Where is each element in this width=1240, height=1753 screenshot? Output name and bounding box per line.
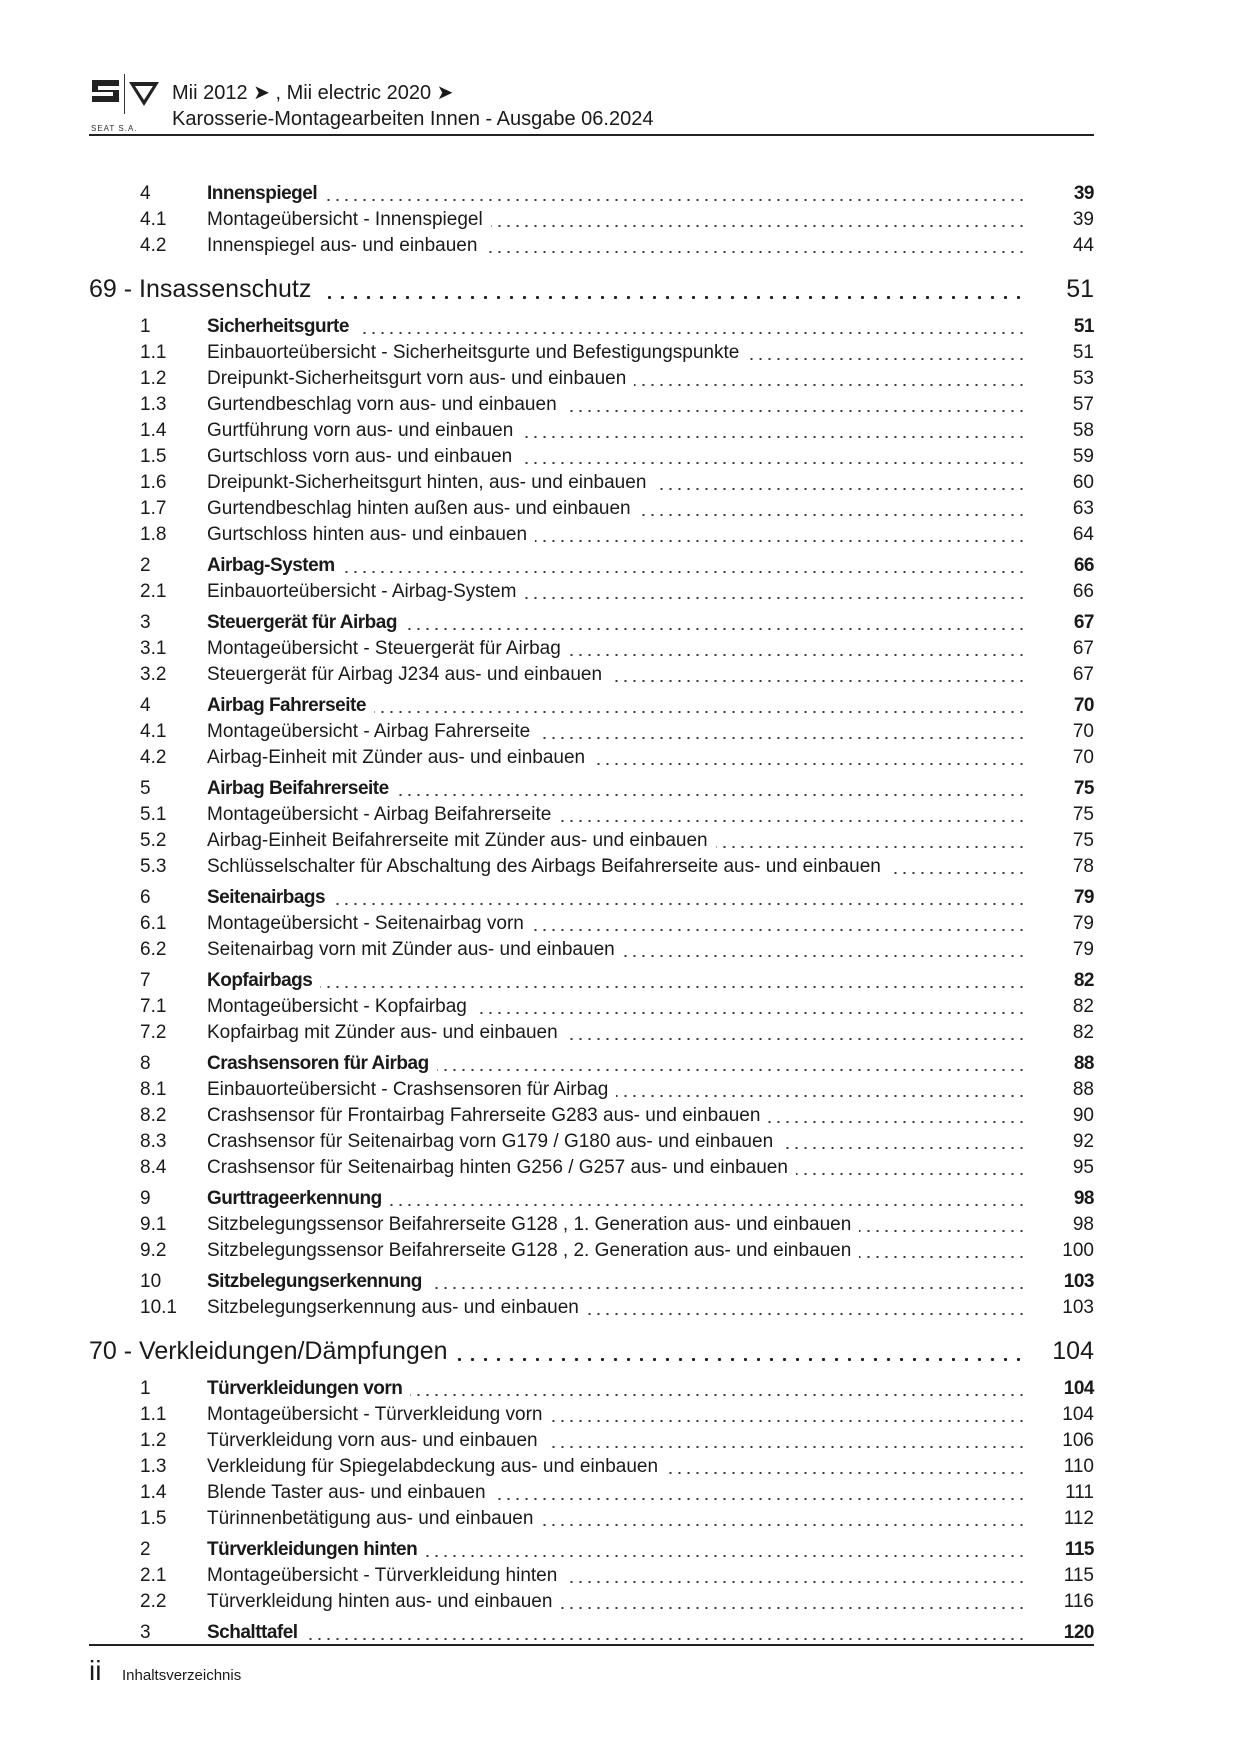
toc-entry-title: Gurtführung vorn aus- und einbauen (207, 420, 521, 441)
toc-entry-page: 103 (1062, 1297, 1094, 1318)
toc-entry-number: 4.1 (140, 209, 167, 230)
toc-entry-sub[interactable] (89, 1428, 1094, 1454)
toc-entry-number: 7.1 (140, 996, 167, 1017)
toc-entry-title: Einbauorteübersicht - Sicherheitsgurte und Befestigungspunkte (207, 342, 747, 363)
toc-entry-number: 1 (140, 1378, 151, 1399)
toc-entry-number: 1.5 (140, 446, 167, 467)
toc-entry-page: 75 (1072, 830, 1094, 851)
toc-entry-title: Montageübersicht - Türverkleidung vorn (207, 1404, 551, 1425)
toc-entry-number: 4.2 (140, 747, 167, 768)
toc-entry-title: Montageübersicht - Innenspiegel (207, 209, 491, 230)
toc-entry-sec[interactable] (89, 553, 1094, 579)
toc-entry-title: Dreipunkt-Sicherheitsgurt vorn aus- und einbauen (207, 368, 634, 389)
toc-entry-number: 8.1 (140, 1079, 167, 1100)
toc-entry-page: 88 (1072, 1079, 1094, 1100)
toc-entry-number: 9.1 (140, 1214, 167, 1235)
toc-entry-page: 78 (1072, 856, 1094, 877)
toc-entry-number: 4 (140, 183, 151, 204)
toc-entry-sub[interactable] (89, 1020, 1094, 1046)
toc-entry-sub[interactable] (89, 1238, 1094, 1264)
toc-entry-sub[interactable] (89, 522, 1094, 548)
toc-entry-sub[interactable] (89, 1077, 1094, 1103)
toc-entry-page: 66 (1072, 581, 1094, 602)
toc-entry-sub[interactable] (89, 719, 1094, 745)
toc-entry-title: Türverkleidung hinten aus- und einbauen (207, 1591, 560, 1612)
toc-entry-number: 4.1 (140, 721, 167, 742)
toc-entry-sub[interactable] (89, 1155, 1094, 1181)
toc-entry-title: Türinnenbetätigung aus- und einbauen (207, 1508, 541, 1529)
toc-entry-page: 103 (1063, 1271, 1094, 1292)
toc-entry-title: Montageübersicht - Airbag Beifahrerseite (207, 804, 559, 825)
logo-text: SEAT S.A. (91, 124, 138, 133)
toc-entry-chap[interactable] (89, 1331, 1094, 1371)
toc-entry-page: 115 (1063, 1565, 1094, 1586)
toc-entry-number: 6 (140, 887, 151, 908)
toc-entry-sub[interactable] (89, 1563, 1094, 1589)
toc-entry-title: Crashsensor für Frontairbag Fahrerseite G283 aus- und einbauen (207, 1105, 768, 1126)
toc-entry-number: 2.2 (140, 1591, 167, 1612)
toc-entry-sub[interactable] (89, 392, 1094, 418)
toc-entry-number: 1.2 (140, 1430, 167, 1451)
toc-entry-sub[interactable] (89, 1402, 1094, 1428)
toc-entry-title: Montageübersicht - Kopfairbag (207, 996, 475, 1017)
toc-entry-page: 111 (1065, 1482, 1094, 1503)
toc-entry-number: 1.6 (140, 472, 167, 493)
toc-entry-sec[interactable] (89, 885, 1094, 911)
toc-entry-page: 79 (1073, 887, 1094, 908)
toc-entry-sub[interactable] (89, 854, 1094, 880)
toc-entry-sub[interactable] (89, 418, 1094, 444)
toc-entry-title: Montageübersicht - Steuergerät für Airbag (207, 638, 569, 659)
toc-entry-sec[interactable] (89, 181, 1094, 207)
toc-entry-title: Steuergerät für Airbag (207, 612, 405, 633)
toc-entry-title: Montageübersicht - Türverkleidung hinten (207, 1565, 565, 1586)
toc-entry-number: 1.5 (140, 1508, 167, 1529)
footer-label: Inhaltsverzeichnis (122, 1667, 242, 1684)
toc-entry-page: 51 (1066, 275, 1094, 303)
toc-entry-page: 51 (1072, 342, 1094, 363)
toc-entry-title: Blende Taster aus- und einbauen (207, 1482, 494, 1503)
toc-entry-sec[interactable] (89, 314, 1094, 340)
toc-entry-page: 104 (1052, 1337, 1094, 1365)
toc-entry-title: Gurtendbeschlag vorn aus- und einbauen (207, 394, 565, 415)
toc-entry-title: Seitenairbags (207, 887, 333, 908)
toc-entry-page: 75 (1073, 778, 1094, 799)
toc-entry-title: Sitzbelegungssensor Beifahrerseite G128 , 2. Generation aus- und einbauen (207, 1240, 859, 1261)
toc-entry-title: Airbag-Einheit Beifahrerseite mit Zünder aus- und einbauen (207, 830, 716, 851)
header-manual-title: Karosserie-Montagearbeiten Innen - Ausgabe 06.2024 (172, 108, 654, 130)
toc-entry-number: 8.4 (140, 1157, 167, 1178)
toc-entry-number: 9 (140, 1188, 151, 1209)
toc-entry-page: 79 (1072, 913, 1094, 934)
toc-entry-sub[interactable] (89, 1129, 1094, 1155)
toc-entry-page: 90 (1072, 1105, 1094, 1126)
toc-entry-page: 75 (1072, 804, 1094, 825)
toc-entry-page: 106 (1062, 1430, 1094, 1451)
toc-entry-number: 3.2 (140, 664, 167, 685)
toc-entry-page: 112 (1063, 1508, 1094, 1529)
toc-entry-number: 9.2 (140, 1240, 167, 1261)
toc-entry-title: Steuergerät für Airbag J234 aus- und einbauen (207, 664, 610, 685)
toc-entry-sub[interactable] (89, 1506, 1094, 1532)
toc-entry-title: Gurttrageerkennung (207, 1188, 390, 1209)
toc-entry-number: 5.1 (140, 804, 167, 825)
footer-rule (89, 1644, 1094, 1646)
toc-entry-title: Türverkleidung vorn aus- und einbauen (207, 1430, 546, 1451)
toc-entry-sub[interactable] (89, 1480, 1094, 1506)
toc-entry-number: 10 (140, 1271, 162, 1292)
toc-entry-sub[interactable] (89, 444, 1094, 470)
toc-entry-page: 95 (1072, 1157, 1094, 1178)
toc-entry-title: Seitenairbag vorn mit Zünder aus- und einbauen (207, 939, 623, 960)
toc-entry-page: 116 (1063, 1591, 1094, 1612)
toc-entry-number: 1.7 (140, 498, 167, 519)
toc-entry-number: 7.2 (140, 1022, 167, 1043)
toc-entry-page: 67 (1072, 638, 1094, 659)
toc-entry-page: 79 (1072, 939, 1094, 960)
toc-entry-title: Sicherheitsgurte (207, 316, 357, 337)
toc-entry-number: 1.2 (140, 368, 167, 389)
toc-entry-title: Einbauorteübersicht - Crashsensoren für Airbag (207, 1079, 616, 1100)
toc-entry-page: 92 (1072, 1131, 1094, 1152)
toc-entry-page: 58 (1072, 420, 1094, 441)
toc-entry-page: 70 (1072, 721, 1094, 742)
toc-entry-number: 1.1 (140, 1404, 167, 1425)
toc-entry-number: 8 (140, 1053, 151, 1074)
toc-entry-sub[interactable] (89, 207, 1094, 233)
toc-entry-page: 104 (1062, 1404, 1094, 1425)
toc-entry-number: 10.1 (140, 1297, 177, 1318)
toc-entry-page: 70 (1073, 695, 1094, 716)
toc-entry-page: 57 (1072, 394, 1094, 415)
toc-entry-number: 1.3 (140, 394, 167, 415)
toc-entry-page: 63 (1072, 498, 1094, 519)
toc-entry-sub[interactable] (89, 340, 1094, 366)
logo-separator (124, 74, 125, 114)
toc-entry-sub[interactable] (89, 911, 1094, 937)
toc-entry-number: 8.2 (140, 1105, 167, 1126)
toc-entry-page: 60 (1072, 472, 1094, 493)
toc-entry-page: 88 (1073, 1053, 1094, 1074)
toc-entry-sec[interactable] (89, 1269, 1094, 1295)
toc-entry-title: Montageübersicht - Airbag Fahrerseite (207, 721, 538, 742)
toc-entry-sec[interactable] (89, 1620, 1094, 1646)
toc-entry-title: Schlüsselschalter für Abschaltung des Airbags Beifahrerseite aus- und einbauen (207, 856, 889, 877)
toc-entry-title: Crashsensor für Seitenairbag hinten G256 / G257 aus- und einbauen (207, 1157, 796, 1178)
toc-entry-page: 82 (1072, 1022, 1094, 1043)
toc-entry-title: Airbag Beifahrerseite (207, 778, 397, 799)
toc-entry-sub[interactable] (89, 636, 1094, 662)
toc-entry-title: Verkleidung für Spiegelabdeckung aus- und einbauen (207, 1456, 666, 1477)
toc-entry-sec[interactable] (89, 1376, 1094, 1402)
toc-entry-title: Kopfairbags (207, 970, 320, 991)
toc-entry-page: 115 (1064, 1539, 1094, 1560)
toc-entry-title: Schalttafel (207, 1622, 306, 1643)
toc-entry-title: 70 - Verkleidungen/Dämpfungen (89, 1337, 456, 1365)
toc-entry-chap[interactable] (89, 269, 1094, 309)
toc-entry-page: 120 (1063, 1622, 1094, 1643)
toc-entry-sub[interactable] (89, 366, 1094, 392)
toc-entry-title: Airbag-Einheit mit Zünder aus- und einbauen (207, 747, 593, 768)
toc-entry-sub[interactable] (89, 745, 1094, 771)
toc-entry-page: 39 (1073, 183, 1094, 204)
toc-entry-number: 1.3 (140, 1456, 167, 1477)
toc-entry-page: 53 (1072, 368, 1094, 389)
header-rule (89, 134, 1094, 136)
toc-entry-sub[interactable] (89, 1589, 1094, 1615)
toc-entry-title: Kopfairbag mit Zünder aus- und einbauen (207, 1022, 566, 1043)
toc-entry-sub[interactable] (89, 1295, 1094, 1321)
toc-entry-sub[interactable] (89, 802, 1094, 828)
toc-entry-number: 2 (140, 555, 151, 576)
toc-entry-title: Innenspiegel aus- und einbauen (207, 235, 485, 256)
toc-entry-number: 5 (140, 778, 151, 799)
toc-entry-title: Crashsensoren für Airbag (207, 1053, 437, 1074)
toc-entry-page: 67 (1072, 664, 1094, 685)
toc-entry-title: Türverkleidungen hinten (207, 1539, 425, 1560)
toc-entry-sub[interactable] (89, 994, 1094, 1020)
toc-entry-number: 6.1 (140, 913, 167, 934)
toc-entry-page: 82 (1072, 996, 1094, 1017)
toc-entry-number: 1.8 (140, 524, 167, 545)
toc-entry-sub[interactable] (89, 1103, 1094, 1129)
table-of-contents (89, 176, 1094, 1646)
toc-entry-title: Airbag Fahrerseite (207, 695, 374, 716)
toc-entry-sub[interactable] (89, 1212, 1094, 1238)
toc-entry-sub[interactable] (89, 496, 1094, 522)
toc-entry-number: 1.1 (140, 342, 167, 363)
toc-entry-sec[interactable] (89, 1537, 1094, 1563)
toc-entry-page: 59 (1072, 446, 1094, 467)
toc-entry-page: 110 (1063, 1456, 1094, 1477)
header-model-line: Mii 2012 ➤ , Mii electric 2020 ➤ (172, 82, 454, 104)
toc-entry-number: 5.3 (140, 856, 167, 877)
toc-entry-title: Einbauorteübersicht - Airbag-System (207, 581, 524, 602)
toc-entry-number: 2.1 (140, 581, 167, 602)
toc-entry-title: Innenspiegel (207, 183, 325, 204)
toc-entry-title: Airbag-System (207, 555, 343, 576)
toc-entry-sec[interactable] (89, 693, 1094, 719)
toc-entry-page: 39 (1072, 209, 1094, 230)
toc-entry-sec[interactable] (89, 1186, 1094, 1212)
toc-entry-title: Sitzbelegungssensor Beifahrerseite G128 , 1. Generation aus- und einbauen (207, 1214, 859, 1235)
toc-entry-sec[interactable] (89, 968, 1094, 994)
toc-entry-page: 100 (1062, 1240, 1094, 1261)
toc-entry-sec[interactable] (89, 610, 1094, 636)
toc-entry-page: 70 (1072, 747, 1094, 768)
footer-page-number: ii (89, 1655, 102, 1686)
toc-entry-number: 2.1 (140, 1565, 167, 1586)
toc-entry-sub[interactable] (89, 233, 1094, 259)
toc-entry-sec[interactable] (89, 776, 1094, 802)
toc-entry-title: Sitzbelegungserkennung (207, 1271, 430, 1292)
toc-entry-title: Sitzbelegungserkennung aus- und einbauen (207, 1297, 587, 1318)
toc-entry-title: Gurtschloss vorn aus- und einbauen (207, 446, 520, 467)
toc-entry-sub[interactable] (89, 579, 1094, 605)
toc-entry-number: 1 (140, 316, 151, 337)
toc-entry-sub[interactable] (89, 828, 1094, 854)
toc-entry-page: 98 (1072, 1214, 1094, 1235)
toc-entry-number: 8.3 (140, 1131, 167, 1152)
toc-entry-title: Gurtschloss hinten aus- und einbauen (207, 524, 535, 545)
toc-entry-number: 4.2 (140, 235, 167, 256)
toc-entry-number: 7 (140, 970, 151, 991)
toc-entry-number: 6.2 (140, 939, 167, 960)
toc-entry-number: 3 (140, 612, 151, 633)
toc-entry-page: 51 (1073, 316, 1094, 337)
toc-entry-title: Gurtendbeschlag hinten außen aus- und einbauen (207, 498, 639, 519)
toc-entry-sub[interactable] (89, 470, 1094, 496)
toc-entry-number: 2 (140, 1539, 151, 1560)
toc-entry-title: Türverkleidungen vorn (207, 1378, 410, 1399)
toc-entry-page: 44 (1072, 235, 1094, 256)
toc-entry-page: 98 (1073, 1188, 1094, 1209)
toc-entry-page: 82 (1073, 970, 1094, 991)
toc-entry-page: 64 (1072, 524, 1094, 545)
toc-entry-sub[interactable] (89, 662, 1094, 688)
toc-entry-number: 1.4 (140, 420, 167, 441)
toc-entry-title: Crashsensor für Seitenairbag vorn G179 / G180 aus- und einbauen (207, 1131, 781, 1152)
toc-entry-title: Dreipunkt-Sicherheitsgurt hinten, aus- und einbauen (207, 472, 654, 493)
toc-entry-title: 69 - Insassenschutz (89, 275, 319, 303)
toc-entry-number: 5.2 (140, 830, 167, 851)
toc-entry-sub[interactable] (89, 937, 1094, 963)
toc-entry-number: 1.4 (140, 1482, 167, 1503)
toc-entry-number: 4 (140, 695, 151, 716)
toc-entry-number: 3.1 (140, 638, 167, 659)
toc-entry-title: Montageübersicht - Seitenairbag vorn (207, 913, 532, 934)
toc-entry-page: 67 (1073, 612, 1094, 633)
toc-entry-page: 66 (1073, 555, 1094, 576)
toc-entry-number: 3 (140, 1622, 151, 1643)
toc-entry-sec[interactable] (89, 1051, 1094, 1077)
toc-entry-sub[interactable] (89, 1454, 1094, 1480)
toc-entry-page: 104 (1063, 1378, 1094, 1399)
